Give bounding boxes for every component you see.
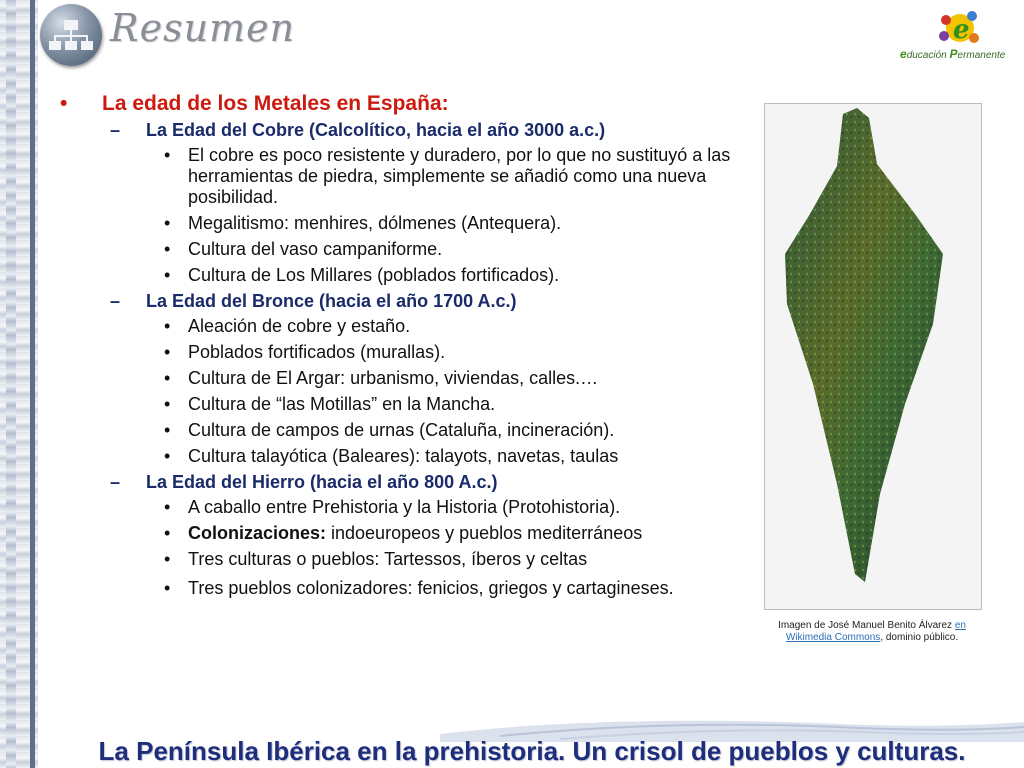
list-item: • Cultura de “las Motillas” en la Mancha. [164, 394, 496, 414]
list-item: • Cultura talayótica (Baleares): talayots, navetas, taulas [164, 446, 619, 466]
footer-title: La Península Ibérica en la prehistoria. Un crisol de pueblos y culturas. [98, 736, 966, 766]
main-heading: • La edad de los Metales en España: [60, 92, 449, 115]
sitemap-logo-icon [40, 4, 102, 66]
list-item: • Aleación de cobre y estaño. [164, 316, 411, 336]
brand-text: educación Permanente [900, 47, 1006, 61]
caption-link-wikimedia[interactable]: Wikimedia Commons [785, 632, 881, 643]
svg-text:e: e [953, 15, 970, 45]
list-item: • Cultura del vaso campaniforme. [164, 239, 443, 259]
list-item: • Tres pueblos colonizadores: fenicios, griegos y cartagineses. [164, 578, 674, 598]
list-item: • Cultura de campos de urnas (Cataluña, incineración). [164, 420, 615, 440]
image-caption: Imagen de José Manuel Benito Álvarez en Wikimedia Commons, dominio público. [778, 620, 966, 643]
section-title-hierro: – La Edad del Hierro (hacia el año 800 A.c.) [110, 472, 498, 492]
bronze-dagger-image [764, 103, 982, 610]
list-item: • Megalitismo: menhires, dólmenes (Antequera). [164, 213, 562, 233]
caption-link-en[interactable]: en [954, 620, 966, 631]
list-item: • Cultura de El Argar: urbanismo, viviendas, calles.… [164, 368, 599, 388]
page-title: Resumen [110, 6, 296, 50]
list-item: • Poblados fortificados (murallas). [164, 342, 446, 362]
section-title-bronce: – La Edad del Bronce (hacia el año 1700 A.c.) [110, 291, 517, 311]
section-title-cobre: – La Edad del Cobre (Calcolítico, hacia el año 3000 a.c.) [110, 120, 606, 140]
list-item: • Colonizaciones: indoeuropeos y pueblos mediterráneos [164, 523, 643, 543]
list-item: • A caballo entre Prehistoria y la Historia (Protohistoria). [164, 497, 621, 517]
list-item: • Tres culturas o pueblos: Tartessos, íberos y celtas [164, 549, 588, 569]
dagger-illustration [765, 104, 981, 609]
main-content [60, 92, 750, 606]
list-item: • El cobre es poco resistente y duradero, por lo que no sustituyó a las herramientas de piedra, simplemente se añadió como una nueva posibilidad. [164, 145, 731, 207]
list-item: • Cultura de Los Millares (poblados fortificados). [164, 265, 560, 285]
left-decorative-border [0, 0, 38, 768]
